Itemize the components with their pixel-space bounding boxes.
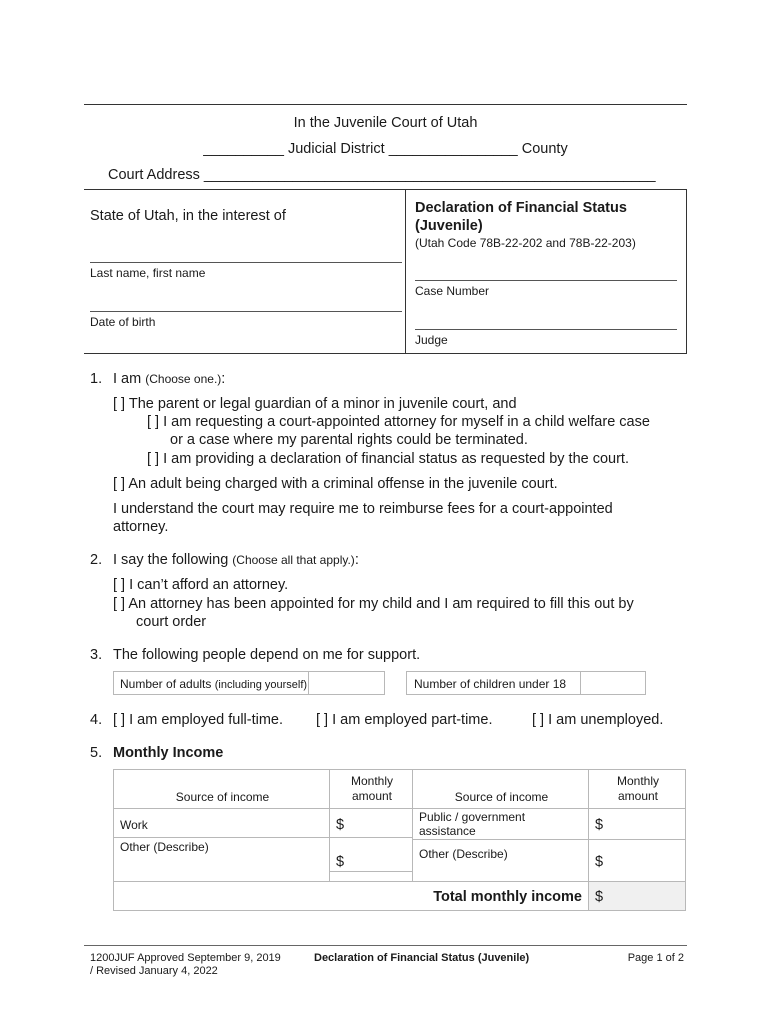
section1-colon: : — [221, 371, 226, 387]
case-number-label: Case Number — [415, 284, 490, 298]
section2-paren: (Choose all that apply.) — [232, 553, 355, 567]
header-amount-right: Monthly amount — [588, 769, 686, 809]
section1-paren: (Choose one.) — [145, 372, 222, 386]
header-amount-left: Monthly amount — [329, 769, 413, 809]
total-label-cell — [113, 881, 589, 911]
amount-other-right-input[interactable] — [588, 839, 686, 882]
understand-line1: I understand the court may require me to reimburse fees for a court-appointed — [113, 501, 613, 517]
option-afford-checkbox[interactable]: [ ] I can’t afford an attorney. — [113, 577, 289, 593]
section1-number: 1. — [90, 371, 103, 387]
caption-divider — [405, 189, 406, 353]
section1-lead: I am — [113, 371, 142, 387]
total-amount-field — [588, 881, 686, 911]
option-appointed-line2: court order — [136, 614, 207, 630]
footer-form-id-l2: / Revised January 4, 2022 — [90, 965, 218, 977]
header-source-right: Source of income — [412, 769, 589, 809]
district-label: Judicial District — [287, 141, 385, 157]
children-label-cell — [406, 671, 581, 695]
amount-other-left-input[interactable] — [329, 837, 413, 882]
last-name-label: Last name, first name — [90, 266, 206, 280]
case-number-field[interactable] — [415, 280, 677, 281]
unemployed-checkbox[interactable]: [ ] I am unemployed. — [532, 712, 664, 728]
children-label: Number of children under 18 — [414, 677, 567, 691]
adults-paren: (including yourself) — [214, 679, 308, 691]
amount-public-input[interactable] — [588, 808, 686, 840]
state-of-utah-label: State of Utah, in the interest of — [90, 208, 286, 224]
section3-text: The following people depend on me for support. — [113, 647, 421, 663]
row-work: Work — [113, 808, 330, 838]
county-label: County — [521, 141, 568, 157]
court-address-line — [108, 167, 656, 183]
row-other-right[interactable]: Other (Describe) — [412, 839, 589, 882]
doc-title-line2: (Juvenile) — [415, 218, 483, 234]
option-declaration-checkbox[interactable]: [ ] I am providing a declaration of financial status as requested by the court. — [147, 451, 629, 467]
option-parent-checkbox[interactable]: [ ] The parent or legal guardian of a minor in juvenile court, and — [113, 396, 517, 412]
court-title: In the Juvenile Court of Utah — [293, 115, 478, 131]
adults-label: Number of adults (including yourself) — [120, 677, 308, 691]
footer-rule — [84, 945, 687, 946]
caption-top-rule — [84, 189, 687, 190]
section4-number: 4. — [90, 712, 103, 728]
utah-code: (Utah Code 78B-22-202 and 78B-22-203) — [415, 236, 636, 250]
children-input[interactable] — [580, 671, 646, 695]
name-field[interactable] — [90, 262, 402, 263]
dollar-sign: $ — [336, 854, 345, 870]
dollar-sign: $ — [336, 817, 345, 833]
understand-line2: attorney. — [113, 519, 169, 535]
row-public-assistance: Public / government assistance — [412, 808, 589, 840]
dob-label: Date of birth — [90, 315, 156, 329]
header-source-left: Source of income — [113, 769, 330, 809]
judge-field[interactable] — [415, 329, 677, 330]
top-rule — [84, 104, 687, 105]
employed-part-time-checkbox[interactable]: [ ] I am employed part-time. — [316, 712, 493, 728]
row-other-left[interactable]: Other (Describe) — [113, 837, 330, 882]
footer-form-id-l1: 1200JUF Approved September 9, 2019 — [90, 952, 281, 964]
section3-number: 3. — [90, 647, 103, 663]
dob-field[interactable] — [90, 311, 402, 312]
section2-lead: I say the following — [113, 552, 229, 568]
caption-bottom-rule — [84, 353, 687, 354]
county-blank[interactable]: ________________ — [388, 141, 518, 157]
option-attorney-checkbox[interactable]: [ ] I am requesting a court-appointed attorney for myself in a child welfare case — [147, 414, 650, 430]
employed-full-time-checkbox[interactable]: [ ] I am employed full-time. — [113, 712, 284, 728]
total-label: Total monthly income — [433, 889, 582, 905]
judge-label: Judge — [415, 333, 448, 347]
footer-form-title: Declaration of Financial Status (Juvenile) — [314, 952, 530, 964]
adults-input[interactable] — [308, 671, 385, 695]
section2-number: 2. — [90, 552, 103, 568]
court-address-blank[interactable]: ________________________________________________________ — [203, 167, 656, 183]
footer-page-number: Page 1 of 2 — [627, 952, 684, 964]
option-adult-checkbox[interactable]: [ ] An adult being charged with a criminal offense in the juvenile court. — [113, 476, 558, 492]
doc-title-line1: Declaration of Financial Status — [415, 200, 627, 216]
dollar-sign: $ — [595, 854, 604, 870]
option-appointed-checkbox[interactable]: [ ] An attorney has been appointed for my child and I am required to fill this out by — [113, 596, 634, 612]
section5-title: Monthly Income — [113, 745, 224, 761]
dollar-sign: $ — [595, 889, 604, 905]
section1-heading — [113, 371, 225, 387]
district-blank[interactable]: __________ — [203, 141, 284, 157]
adults-label-cell — [113, 671, 309, 695]
section5-number: 5. — [90, 745, 103, 761]
option-attorney-line2: or a case where my parental rights could be terminated. — [170, 432, 528, 448]
district-county-line — [84, 141, 687, 157]
section2-heading — [113, 552, 359, 568]
court-address-label: Court Address — [108, 167, 200, 183]
caption-right-rule — [686, 189, 687, 353]
section2-colon: : — [354, 552, 359, 568]
dollar-sign: $ — [595, 817, 604, 833]
income-table — [113, 769, 686, 911]
